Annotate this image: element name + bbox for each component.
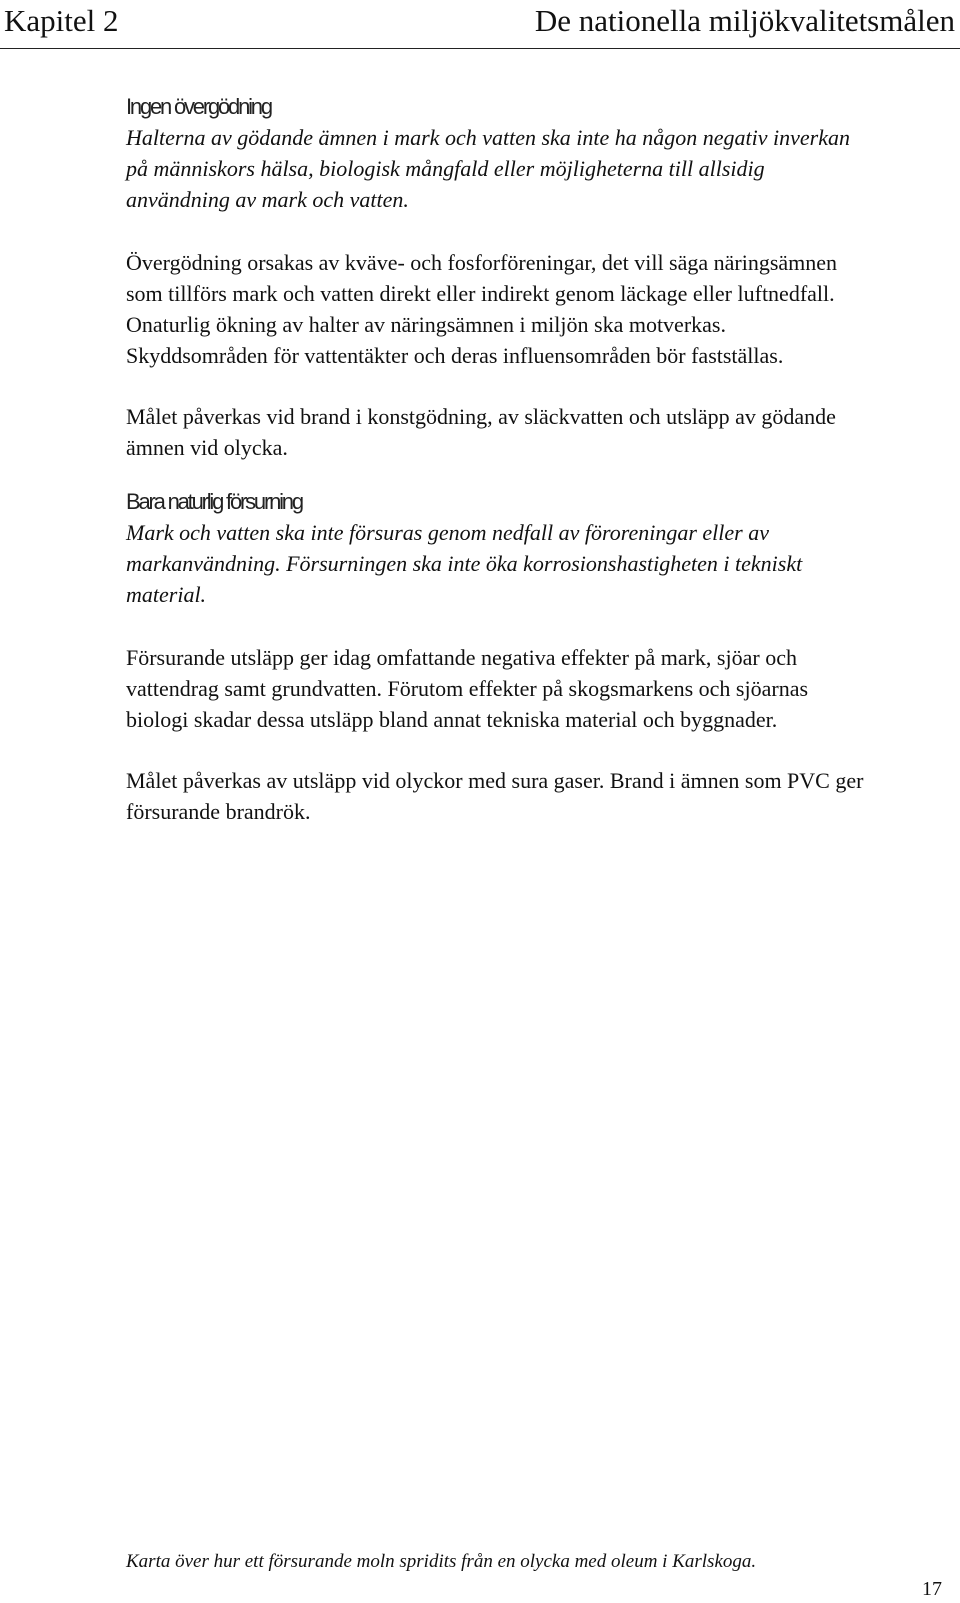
chapter-title: De nationella miljökvalitetsmålen [534, 3, 955, 38]
body-paragraph: Målet påverkas vid brand i konstgödning, av släckvatten och utsläpp av gödande ämnen vid olycka. [126, 404, 836, 460]
body-paragraph: Försurande utsläpp ger idag omfattande negativa effekter på mark, sjöar och vattendrag samt grundvatten. Förutom effekter på skogsmarkens och sjöarnas biologi skadar dessa utsläpp bland annat tekniska material och byggnader. [126, 645, 809, 732]
goal-statement: Mark och vatten ska inte försuras genom nedfall av föroreningar eller av markanvändning. Försurningen ska inte öka korrosionshastigheten i tekniskt material. [126, 520, 803, 607]
page-header [0, 0, 960, 49]
section-heading: Ingen övergödning [126, 94, 271, 119]
body-paragraph: Målet påverkas av utsläpp vid olyckor med sura gaser. Brand i ämnen som PVC ger försurande brandrök. [126, 768, 864, 824]
main-content [126, 92, 866, 827]
body-paragraph: Övergödning orsakas av kväve- och fosforföreningar, det vill säga näringsämnen som tillförs mark och vatten direkt eller indirekt genom läckage eller luftnedfall. Onaturlig ökning av halter av näringsämnen i miljön ska motverkas. Skyddsområden för vattentäkter och deras influensområden bör fastställas. [126, 250, 838, 368]
goal-statement: Halterna av gödande ämnen i mark och vatten ska inte ha någon negativ inverkan på människors hälsa, biologisk mångfald eller möjligheterna till allsidig användning av mark och vatten. [126, 125, 851, 212]
section-overgodning [126, 92, 866, 463]
section-heading: Bara naturlig försurning [126, 489, 302, 514]
chapter-label: Kapitel 2 [4, 3, 119, 38]
section-forsurning [126, 487, 866, 827]
map-caption: Karta över hur ett försurande moln spridits från en olycka med oleum i Karlskoga. [126, 1551, 757, 1572]
page-number: 17 [922, 1578, 942, 1600]
